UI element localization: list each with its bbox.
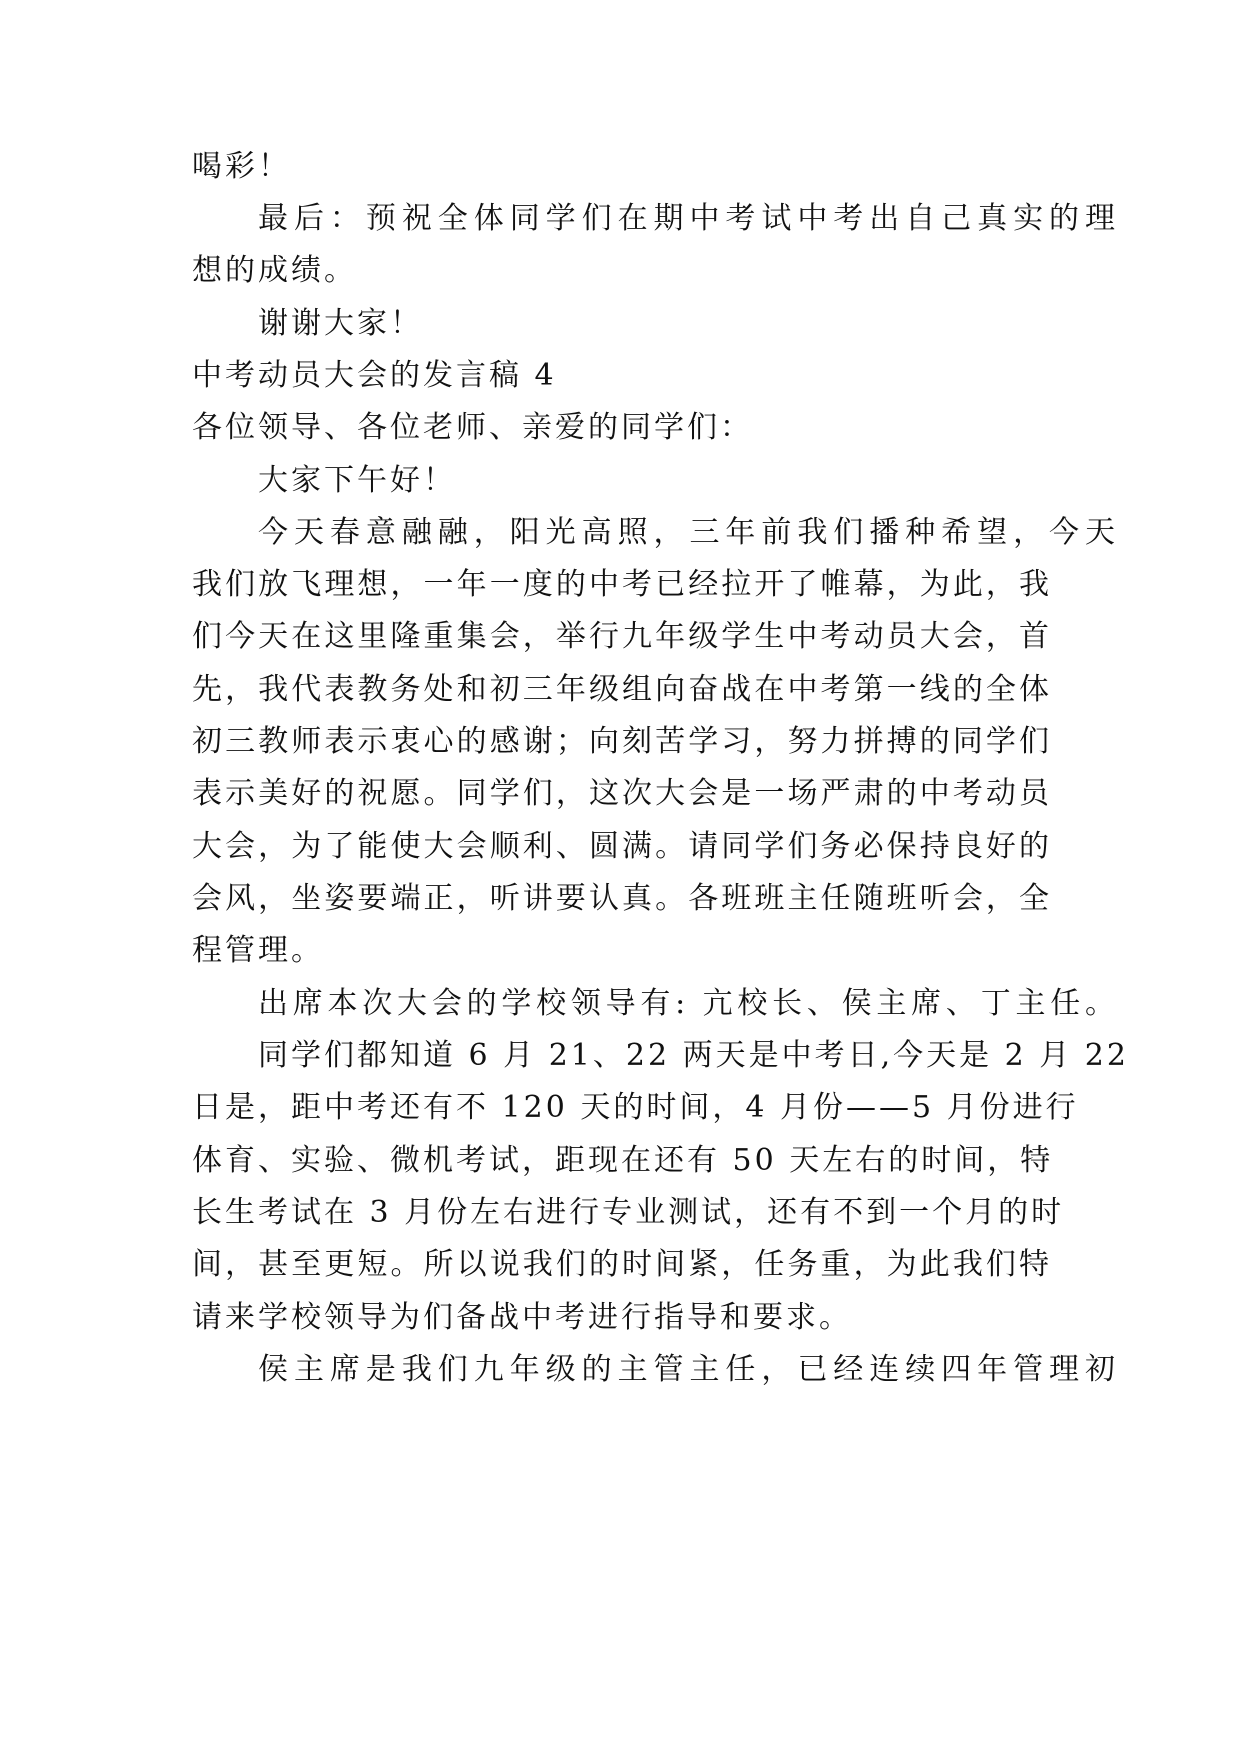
text-line: 先，我代表教务处和初三年级组向奋战在中考第一线的全体	[192, 672, 1052, 707]
text-line: 表示美好的祝愿。同学们，这次大会是一场严肃的中考动员	[192, 776, 1052, 811]
section-heading: 中考动员大会的发言稿 4	[192, 358, 557, 393]
text-line: 间，甚至更短。所以说我们的时间紧，任务重，为此我们特	[192, 1247, 1052, 1282]
text-line: 日是，距中考还有不 120 天的时间，4 月份——5 月份进行	[192, 1090, 1079, 1125]
text-line: 长生考试在 3 月份左右进行专业测试，还有不到一个月的时	[192, 1195, 1065, 1230]
text-line: 谢谢大家！	[258, 306, 423, 341]
text-line: 想的成绩。	[192, 253, 357, 288]
text-line: 会风，坐姿要端正，听讲要认真。各班班主任随班听会，全	[192, 881, 1052, 916]
text-line: 喝彩！	[192, 149, 291, 184]
text-line: 我们放飞理想，一年一度的中考已经拉开了帷幕，为此，我	[192, 567, 1052, 602]
text-line: 今天春意融融，阳光高照，三年前我们播种希望，今天	[258, 515, 1118, 550]
text-line: 们今天在这里隆重集会，举行九年级学生中考动员大会，首	[192, 619, 1052, 654]
text-line: 最后：预祝全体同学们在期中考试中考出自己真实的理	[258, 201, 1118, 236]
salutation: 各位领导、各位老师、亲爱的同学们：	[192, 410, 753, 445]
text-line: 体育、实验、微机考试，距现在还有 50 天左右的时间，特	[192, 1143, 1054, 1178]
text-line: 大会，为了能使大会顺利、圆满。请同学们务必保持良好的	[192, 829, 1052, 864]
text-line: 侯主席是我们九年级的主管主任，已经连续四年管理初	[258, 1352, 1118, 1387]
text-line: 程管理。	[192, 933, 324, 968]
greeting: 大家下午好！	[258, 463, 456, 498]
text-line: 出席本次大会的学校领导有: 亢校长、侯主席、丁主任。	[258, 986, 1118, 1021]
text-line: 初三教师表示衷心的感谢；向刻苦学习，努力拼搏的同学们	[192, 724, 1052, 759]
text-line: 同学们都知道 6 月 21、22 两天是中考日,今天是 2 月 22	[258, 1038, 1129, 1073]
text-line: 请来学校领导为们备战中考进行指导和要求。	[192, 1300, 852, 1335]
